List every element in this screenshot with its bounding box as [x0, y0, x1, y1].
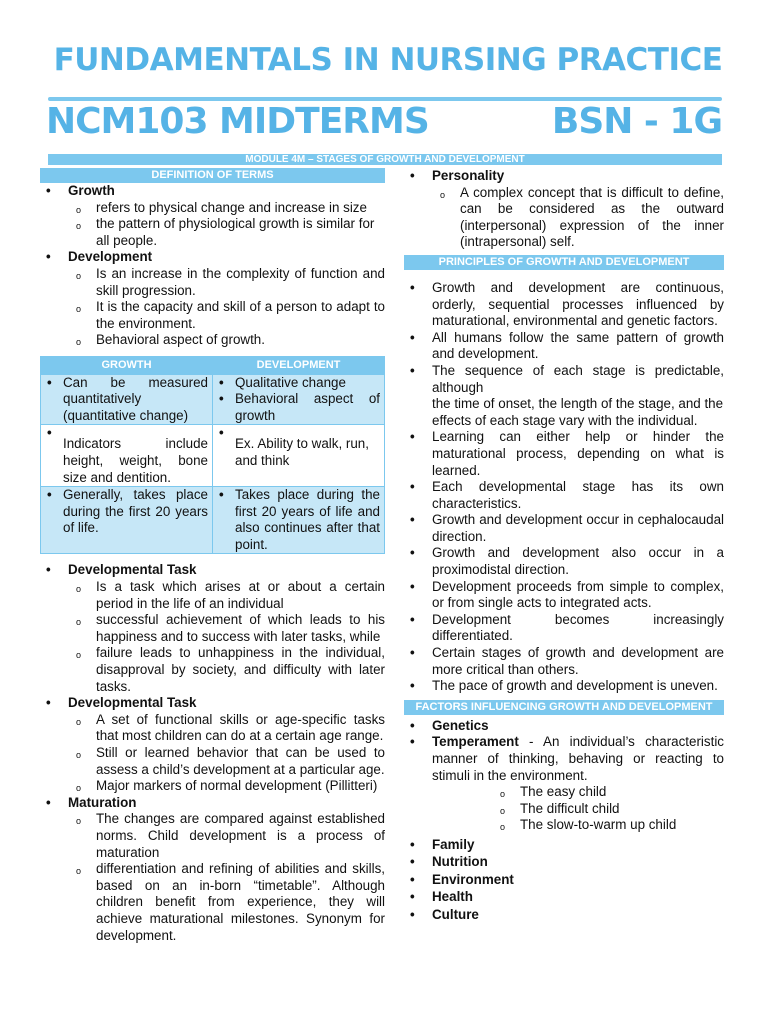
table-cell: • Can be measured quantitatively (quantitative change)	[41, 375, 208, 423]
term-temperament: Temperament	[432, 734, 519, 750]
module-banner: MODULE 4M – STAGES OF GROWTH AND DEVELOPMENT	[48, 154, 722, 165]
table-header-development: DEVELOPMENT	[213, 356, 385, 374]
temperament-definition: - An individual’s characteristic manner of thinking, behaving or reacting to stimuli in the environment.	[432, 734, 724, 783]
document-title: FUNDAMENTALS IN NURSING PRACTICE	[53, 42, 723, 78]
factors-list	[404, 718, 724, 924]
definition-heading: DEFINITION OF TERMS	[40, 168, 385, 183]
factor-environment: • Environment	[404, 871, 724, 889]
table-cell: • Indicators include height, weight, bone size and dentition.	[41, 425, 208, 486]
term-growth: • Growth	[40, 183, 385, 200]
term-developmental-task: • Developmental Task	[40, 695, 385, 712]
factor-temperament	[404, 734, 724, 784]
growth-list	[40, 183, 385, 349]
table-cell: • Ex. Ability to walk, run, and think	[213, 425, 380, 469]
principles-heading: PRINCIPLES OF GROWTH AND DEVELOPMENT	[404, 255, 724, 270]
list-item: o the pattern of physiological growth is similar for all people.	[40, 216, 385, 249]
term-maturation: • Maturation	[40, 795, 385, 812]
list-item: • Development proceeds from simple to complex, or from single acts to integrated acts.	[404, 579, 724, 612]
table-header-growth: GROWTH	[41, 356, 213, 374]
table-cell: • Generally, takes place during the first 20 years of life.	[41, 487, 208, 537]
factor-family: • Family	[404, 836, 724, 854]
growth-vs-development-table	[40, 356, 385, 555]
personality-list	[404, 168, 724, 251]
factor-nutrition: • Nutrition	[404, 853, 724, 871]
list-item: o Is an increase in the complexity of function and skill progression.	[40, 266, 385, 299]
term-developmental-task: • Developmental Task	[40, 562, 385, 579]
list-item: o The slow-to-warm up child	[404, 817, 724, 834]
table-cell: • Takes place during the first 20 years of life and also continues after that point.	[213, 487, 380, 553]
list-item: o differentiation and refining of abilities and skills, based on an in-born “timetable”. Although children benefit from experience, they will achieve maturational milestones. Synonym for development.	[40, 861, 385, 944]
list-item: o failure leads to unhappiness in the individual, disapproval by society, and difficulty with later tasks.	[40, 645, 385, 695]
term-personality: • Personality	[404, 168, 724, 185]
developmental-task-list	[40, 562, 385, 944]
list-item: o Still or learned behavior that can be used to assess a child’s development at a particular age.	[40, 745, 385, 778]
list-item: • Growth and development also occur in a proximodistal direction.	[404, 545, 724, 578]
table-row	[41, 374, 385, 425]
list-item: • The sequence of each stage is predictable, although	[404, 363, 724, 396]
section-title: BSN - 1G	[551, 101, 722, 142]
factor-genetics: • Genetics	[404, 718, 724, 735]
list-item: • All humans follow the same pattern of growth and development.	[404, 330, 724, 363]
list-item: o A complex concept that is difficult to define, can be considered as the outward (interpersonal) expression of the inner (intrapersonal) self.	[404, 185, 724, 251]
list-item: o It is the capacity and skill of a person to adapt to the environment.	[40, 299, 385, 332]
list-item: the time of onset, the length of the stage, and the effects of each stage vary with the individual.	[432, 396, 724, 428]
right-column	[404, 168, 724, 923]
list-item: o Is a task which arises at or about a certain period in the life of an individual	[40, 579, 385, 612]
list-item: • Growth and development are continuous, orderly, sequential processes influenced by maturational, environmental and genetic factors.	[404, 280, 724, 330]
factor-culture: • Culture	[404, 906, 724, 924]
list-item: o A set of functional skills or age-specific tasks that most children can do at a certain age range.	[40, 712, 385, 745]
left-column	[40, 168, 385, 944]
list-item: o refers to physical change and increase in size	[40, 200, 385, 217]
principles-list	[404, 280, 724, 695]
term-development: • Development	[40, 249, 385, 266]
list-item: • Growth and development occur in cephalocaudal direction.	[404, 512, 724, 545]
table-row	[41, 487, 385, 554]
factors-heading: FACTORS INFLUENCING GROWTH AND DEVELOPMENT	[404, 700, 724, 715]
list-item: • Each developmental stage has its own characteristics.	[404, 479, 724, 512]
list-item: • The pace of growth and development is uneven.	[404, 678, 724, 695]
list-item: o The difficult child	[404, 801, 724, 818]
list-item: o The easy child	[404, 784, 724, 801]
table-cell: • Qualitative change	[213, 375, 380, 392]
list-item: • Learning can either help or hinder the maturational process, depending on what is learned.	[404, 429, 724, 479]
list-item: o The changes are compared against established norms. Child development is a process of maturation	[40, 811, 385, 861]
list-item: • Certain stages of growth and development are more critical than others.	[404, 645, 724, 678]
course-title: NCM103 MIDTERMS	[46, 101, 429, 142]
table-cell: • Behavioral aspect of growth	[213, 391, 380, 424]
list-item: o Behavioral aspect of growth.	[40, 332, 385, 349]
list-item: o Major markers of normal development (Pillitteri)	[40, 778, 385, 795]
list-item: o successful achievement of which leads to his happiness and to success with later tasks, while	[40, 612, 385, 645]
factor-health: • Health	[404, 888, 724, 906]
list-item: • Development becomes increasingly differentiated.	[404, 612, 724, 645]
table-row	[41, 425, 385, 487]
